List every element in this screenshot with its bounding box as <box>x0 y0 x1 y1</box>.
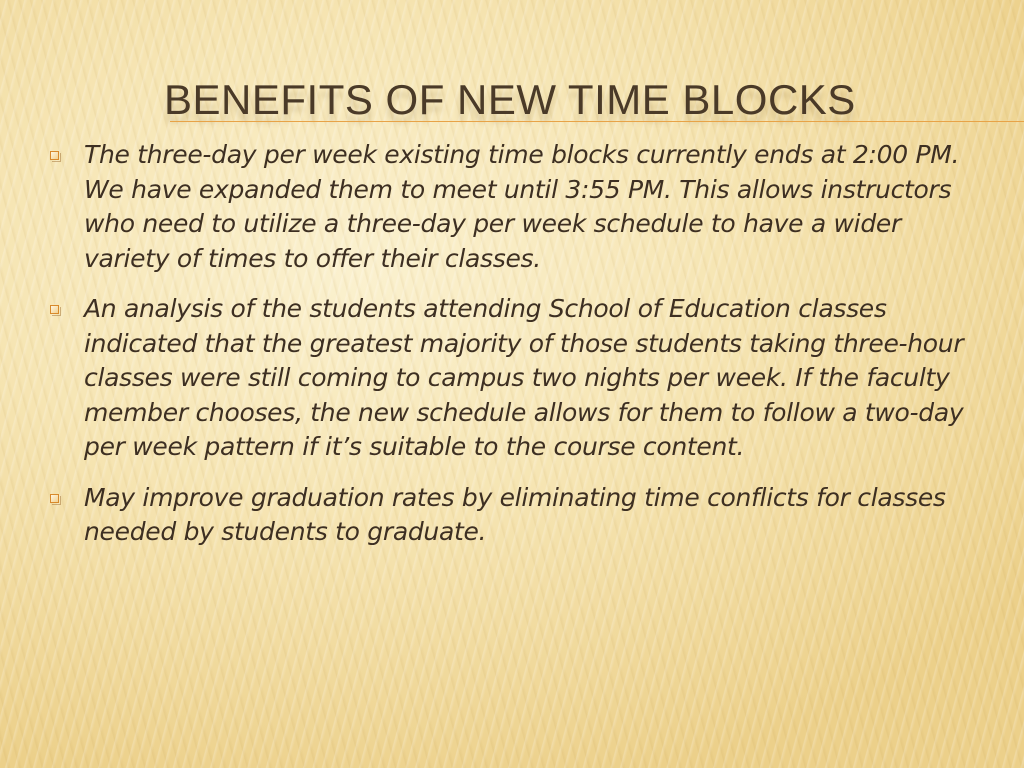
bullet-item-student-analysis <box>42 292 992 465</box>
bullet-item-time-blocks <box>42 138 992 276</box>
square-bullet-icon <box>50 305 59 314</box>
square-bullet-icon <box>50 494 59 503</box>
square-bullet-icon <box>50 151 59 160</box>
slide-title: BENEFITS OF NEW TIME BLOCKS <box>164 76 856 123</box>
bullet-text: An analysis of the students attending School of Education classes indicated that the greatest majority of those students taking three-hour classes were still coming to campus two nights per week. If the faculty member chooses, the new schedule allows for them to follow a two-day per week pattern if it’s suitable to the course content. <box>84 294 964 461</box>
bullet-text: May improve graduation rates by eliminating time conflicts for classes needed by students to graduate. <box>84 482 946 546</box>
bullet-text: The three-day per week existing time blocks currently ends at 2:00 PM. We have expanded them to meet until 3:55 PM. This allows instructors who need to utilize a three-day per week schedule to have a wider variety of times to offer their classes. <box>84 140 960 273</box>
bullet-item-graduation-rates <box>42 481 992 550</box>
bullet-list <box>42 138 992 566</box>
title-underline-rule <box>170 121 1024 122</box>
